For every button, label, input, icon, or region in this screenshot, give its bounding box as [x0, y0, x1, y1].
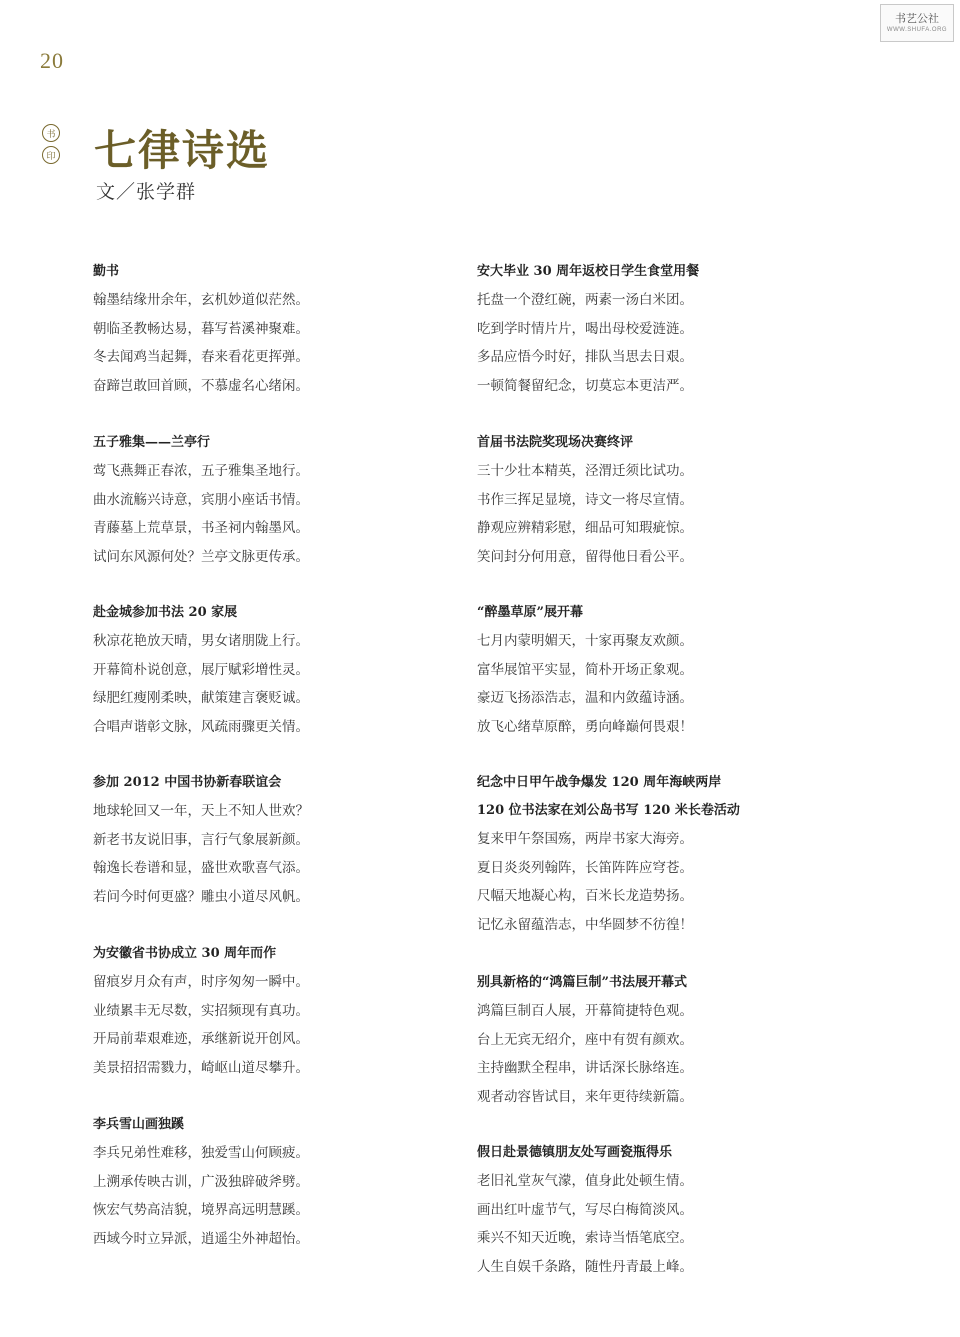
- poem-line: 西域今时立异派，逍遥尘外神超怡。: [93, 1230, 309, 1247]
- poem-title: 假日赴景德镇朋友处写画瓷瓶得乐: [477, 1145, 673, 1160]
- poem-line: 富华展馆平实显，简朴开场正象观。: [477, 661, 693, 678]
- poem-line: 开幕简朴说创意，展厅赋彩增性灵。: [93, 661, 309, 678]
- poem-line: 尺幅天地凝心构，百米长龙造势扬。: [477, 888, 693, 904]
- poem-line: 静观应辨精彩慰，细品可知瑕疵惊。: [477, 520, 693, 536]
- poem-line: 合唱声谐彰文脉，风疏雨骤更关情。: [93, 718, 309, 735]
- poem-line: 多品应悟今时好，排队当思去日艰。: [477, 349, 693, 365]
- poem-line: 七月内蒙明媚天，十家再聚友欢颜。: [477, 633, 693, 649]
- watermark-logo: [880, 4, 954, 42]
- poem: [93, 258, 453, 429]
- poem-line: 放飞心绪草原醉，勇向峰巅何畏艰！: [477, 718, 693, 735]
- poem: [477, 969, 837, 1139]
- left-column: [93, 258, 453, 1253]
- poem-line: 复来甲午祭国殇，两岸书家大海旁。: [477, 831, 693, 847]
- poem: [477, 769, 837, 969]
- poem-line: 朝临圣教畅达易，暮写苔溪神聚难。: [93, 320, 309, 337]
- seal-icon: 书: [42, 124, 60, 142]
- poem-line: 青藤墓上荒草景，书圣祠内翰墨风。: [93, 520, 309, 536]
- poem-line: 开局前辈艰难迹，承继新说开创风。: [93, 1031, 309, 1047]
- poem-line: 地球轮回又一年，天上不知人世欢？: [93, 803, 309, 819]
- poem-line: 托盘一个澄红碗，两素一汤白米团。: [477, 292, 693, 308]
- poem-line: 吃到学时情片片，喝出母校爱涟涟。: [477, 320, 693, 337]
- poem-title: 参加 2012 中国书协新春联谊会: [93, 775, 282, 790]
- poem-line: 人生自娱千条路，随性丹青最上峰。: [477, 1258, 693, 1275]
- poem-line: 莺飞燕舞正春浓，五子雅集圣地行。: [93, 463, 309, 479]
- poem-line: 李兵兄弟性难移，独爱雪山何顾疲。: [93, 1145, 309, 1161]
- poem-title: 为安徽省书协成立 30 周年而作: [93, 946, 277, 961]
- poem-title: 五子雅集——兰亭行: [93, 435, 211, 450]
- poem: [93, 940, 453, 1111]
- poem-line: 曲水流觞兴诗意，宾朋小座话书情。: [93, 491, 309, 508]
- poem-line: 一顿简餐留纪念，切莫忘本更洁严。: [477, 377, 693, 394]
- article-title: 七律诗选: [94, 126, 271, 175]
- page-number: 20: [40, 48, 64, 73]
- poem-line: 乘兴不知天近晚，索诗当悟笔底空。: [477, 1230, 693, 1246]
- article-author: 文／张学群: [96, 181, 197, 203]
- poem-line: 留痕岁月众有声，时序匆匆一瞬中。: [93, 974, 309, 990]
- poem-title: 纪念中日甲午战争爆发 120 周年海峡两岸: [477, 775, 722, 790]
- poem: [477, 1139, 837, 1281]
- poem-title: 勤书: [93, 264, 120, 279]
- watermark-url: WWW.SHUFA.ORG: [886, 26, 948, 33]
- poem-line: 绿肥红瘦刚柔映，献策建言褒贬诚。: [93, 690, 309, 706]
- poem-title: 李兵雪山画独蹊: [93, 1117, 185, 1132]
- poem: [477, 258, 837, 429]
- poem-title: 120 位书法家在刘公岛书写 120 米长卷活动: [477, 803, 740, 818]
- poem-line: 上溯承传映古训，广汲独辟破斧劈。: [93, 1173, 309, 1190]
- poem-title: “醉墨草原”展开幕: [477, 605, 583, 620]
- right-column: [477, 258, 837, 1281]
- poem-line: 画出红叶虚节气，写尽白梅简淡风。: [477, 1201, 693, 1218]
- poem-line: 翰墨结缘卅余年，玄机妙道似茫然。: [93, 292, 309, 308]
- poem-line: 主持幽默全程串，讲话深长脉络连。: [477, 1060, 693, 1076]
- poem: [477, 429, 837, 599]
- poem-line: 新老书友说旧事，言行气象展新颜。: [93, 831, 309, 848]
- poem-line: 冬去闻鸡当起舞，春来看花更挥弹。: [93, 349, 309, 365]
- poem-line: 试问东风源何处？兰亭文脉更传承。: [93, 548, 309, 565]
- poem-line: 鸿篇巨制百人展，开幕简捷特色观。: [477, 1003, 693, 1019]
- poem: [93, 429, 453, 599]
- poem-line: 若问今时何更盛？雕虫小道尽风帆。: [93, 888, 309, 905]
- poem-line: 豪迈飞扬添浩志，温和内敛蕴诗涵。: [477, 690, 693, 706]
- poem-line: 翰逸长卷谱和显，盛世欢歌喜气添。: [93, 860, 309, 876]
- poem-title: 首届书法院奖现场决赛终评: [477, 435, 634, 450]
- poem: [93, 599, 453, 769]
- poem-line: 奋蹄岂敢回首顾，不慕虚名心绪闲。: [93, 377, 309, 394]
- poem-line: 台上无宾无绍介，座中有贺有颜欢。: [477, 1031, 693, 1048]
- poem: [93, 1111, 453, 1253]
- poem: [93, 769, 453, 940]
- watermark-brand: 书艺公社: [895, 11, 939, 25]
- poem-title: 赴金城参加书法 20 家展: [93, 605, 238, 620]
- seal-icon: 印: [42, 146, 60, 164]
- poem: [477, 599, 837, 769]
- poem-line: 业绩累丰无尽数，实招频现有真功。: [93, 1002, 309, 1019]
- poem-line: 美景招招需戮力，崎岖山道尽攀升。: [93, 1059, 309, 1076]
- poem-title: 别具新格的“鸿篇巨制”书法展开幕式: [477, 975, 687, 990]
- poem-line: 笑问封分何用意，留得他日看公平。: [477, 548, 693, 565]
- poem-line: 记忆永留蕴浩志，中华圆梦不彷徨！: [477, 916, 693, 933]
- poem-line: 夏日炎炎列翰阵，长笛阵阵应穹苍。: [477, 859, 693, 876]
- poem-line: 三十少壮本精英，泾渭迁须比试功。: [477, 463, 693, 479]
- poem-line: 秋凉花艳放天晴，男女诸朋陇上行。: [93, 633, 309, 649]
- poem-line: 老旧礼堂灰气濛，值身此处顿生情。: [477, 1173, 693, 1189]
- poem-title: 安大毕业 30 周年返校日学生食堂用餐: [477, 264, 700, 279]
- poem-line: 观者动容皆试目，来年更待续新篇。: [477, 1088, 693, 1105]
- poem-line: 书作三挥足显境，诗文一将尽宣情。: [477, 491, 693, 508]
- poem-line: 恢宏气势高洁貌，境界高远明慧蹊。: [93, 1202, 309, 1218]
